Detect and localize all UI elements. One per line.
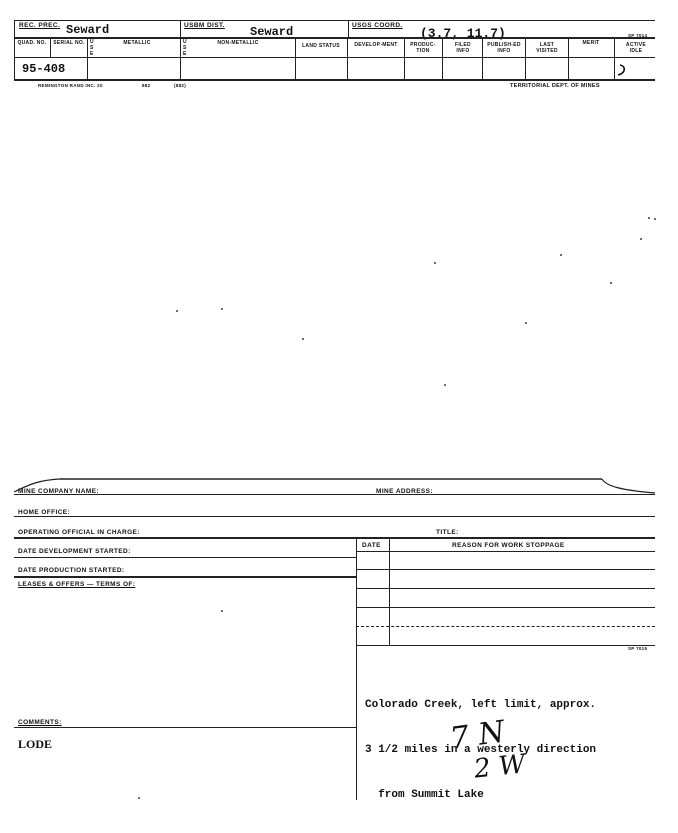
location-line-2: 3 1/2 miles in a westerly direction: [365, 744, 597, 756]
col-production: PRODUC-TION: [410, 42, 436, 54]
col-metallic-prefix: U S E: [90, 39, 94, 57]
col-merit: MERIT: [582, 40, 600, 46]
date-production-started-label: DATE PRODUCTION STARTED:: [18, 567, 125, 574]
operating-official-label: OPERATING OFFICIAL IN CHARGE:: [18, 529, 140, 536]
col-published-info: PUBLISH-ED INFO: [487, 42, 521, 54]
usgs-coord-value: (3.7, 11.7): [420, 26, 506, 41]
pen-mark-icon: [612, 62, 632, 82]
col-filed-info: FILED INFO: [455, 42, 471, 54]
usbm-dist-value: Seward: [250, 25, 294, 39]
col-development: DEVELOP-MENT: [354, 42, 398, 48]
rec-prec-value: Seward: [66, 23, 110, 37]
handwritten-range: 2 W: [472, 749, 527, 785]
form-number-top: SP 7014: [628, 33, 648, 38]
col-metallic: METALLIC: [123, 40, 151, 46]
col-serial-no: SERIAL NO.: [53, 40, 85, 46]
col-active-idle: ACTIVE IDLE: [625, 42, 647, 54]
date-development-started-label: DATE DEVELOPMENT STARTED:: [18, 548, 131, 555]
col-nonmetallic: NON-METALLIC: [217, 40, 259, 46]
col-land-status: LAND STATUS: [302, 43, 340, 49]
handwritten-township: 7 N: [447, 714, 508, 757]
col-last-visited: LAST VISITED: [536, 42, 558, 54]
location-line-1: Colorado Creek, left limit, approx.: [365, 699, 597, 711]
col-nonmetallic-prefix: U S E: [183, 39, 187, 57]
comments-value: LODE: [18, 737, 53, 751]
printer-imprint: REMINGTON RAND INC. 20: [38, 83, 103, 88]
home-office-label: HOME OFFICE:: [18, 509, 71, 516]
location-line-3: from Summit Lake: [365, 789, 484, 801]
date-column-header: DATE: [362, 542, 381, 549]
usgs-coord-label: USGS COORD.: [352, 22, 403, 29]
col-quad-no: QUAD. NO.: [17, 40, 47, 46]
printer-code-2: (882): [174, 83, 187, 88]
printer-code-1: 882: [142, 83, 151, 88]
leases-label: LEASES & OFFERS — TERMS OF:: [18, 581, 136, 588]
reason-column-header: REASON FOR WORK STOPPAGE: [452, 542, 565, 549]
comments-label: COMMENTS:: [18, 719, 62, 726]
mine-address-label: MINE ADDRESS:: [376, 488, 433, 495]
quad-value: 95-408: [22, 62, 66, 76]
form-number-bottom: SP 7015: [628, 646, 648, 651]
mine-company-name-label: MINE COMPANY NAME:: [18, 488, 99, 495]
dept-name: TERRITORIAL DEPT. OF MINES: [510, 83, 600, 89]
usbm-dist-label: USBM DIST.: [184, 22, 225, 29]
rec-prec-label: REC. PREC.: [19, 22, 61, 29]
title-label: TITLE:: [436, 529, 459, 536]
